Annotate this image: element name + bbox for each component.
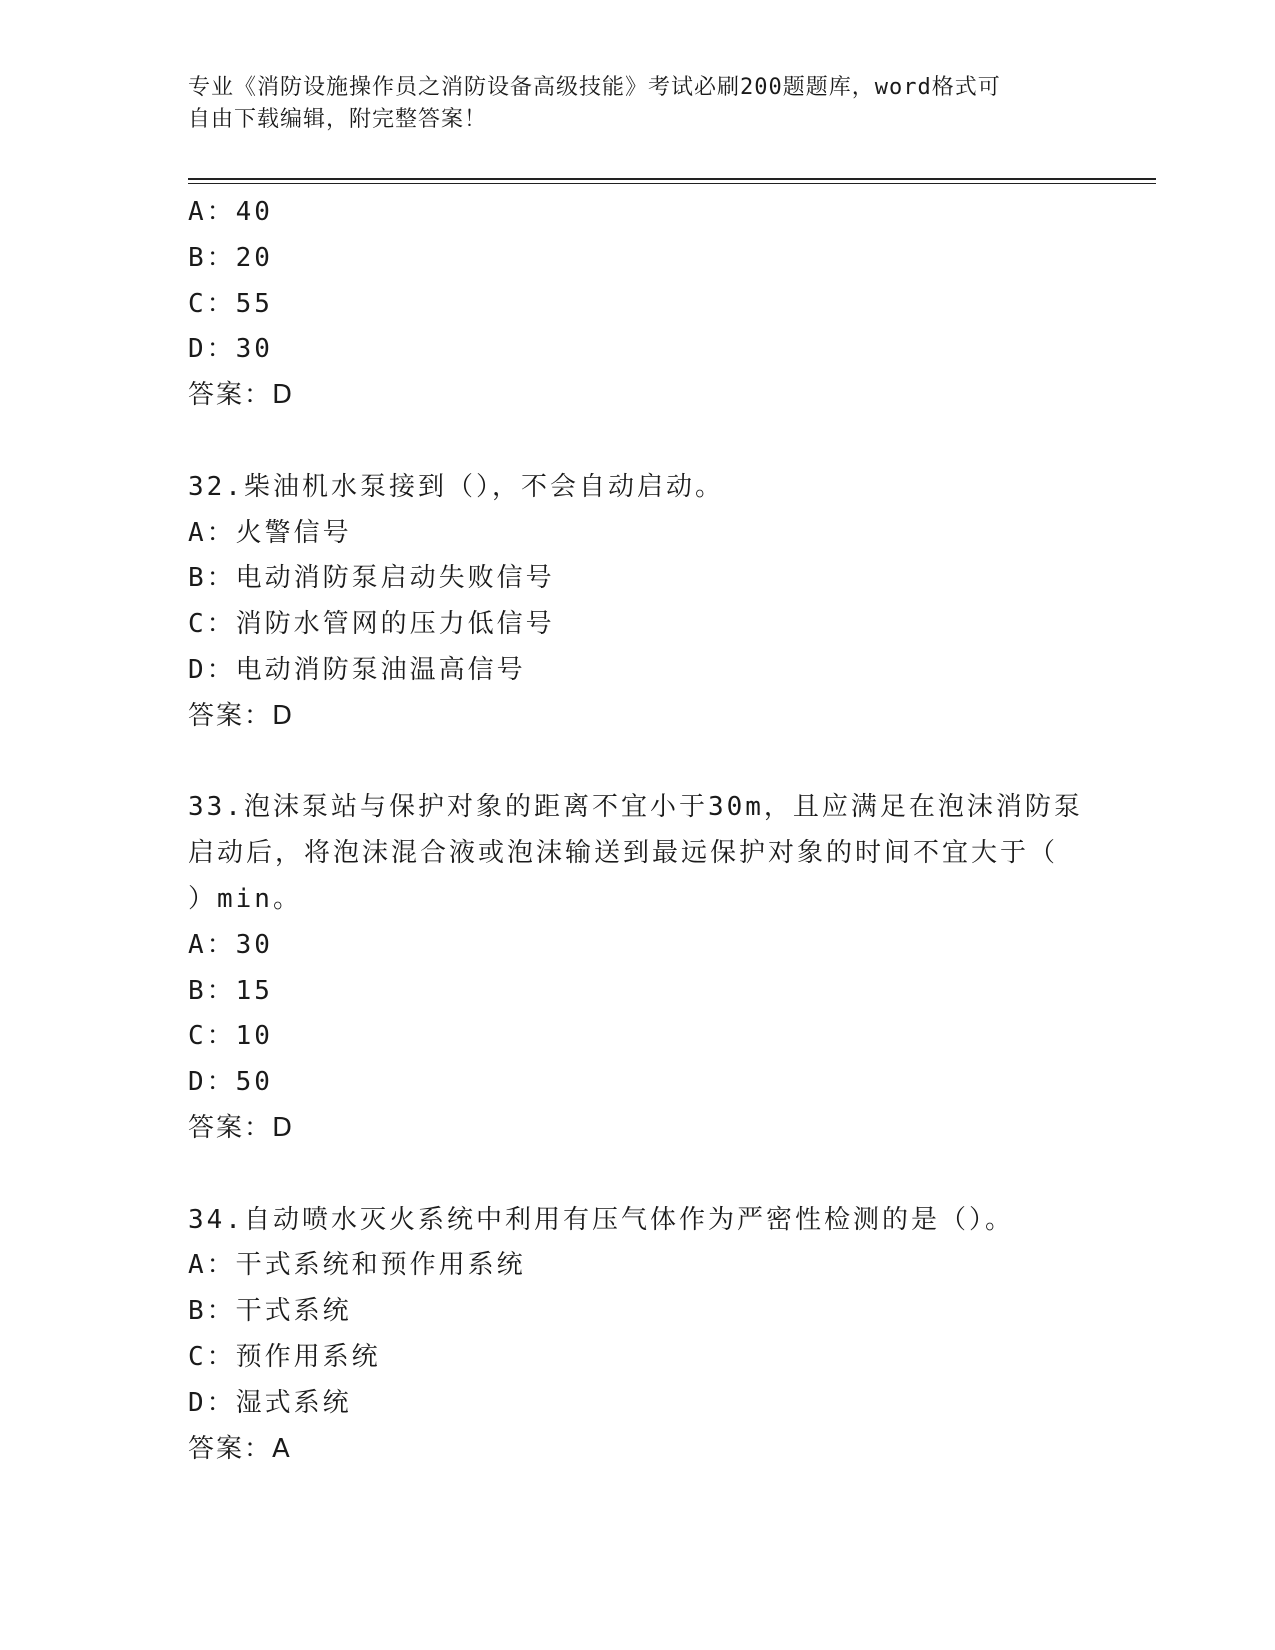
question-34 bbox=[188, 1198, 1088, 1473]
question-text-line-2: 启动后，将泡沫混合液或泡沫输送到最远保护对象的时间不宜大于（ bbox=[188, 838, 1059, 869]
option-c: C：55 bbox=[188, 288, 273, 319]
question-text: 32.柴油机水泵接到（），不会自动启动。 bbox=[188, 471, 724, 502]
option-b: B：15 bbox=[188, 975, 273, 1006]
question-text-line-1: 33.泡沫泵站与保护对象的距离不宜小于30m，且应满足在泡沫消防泵 bbox=[188, 792, 1083, 823]
option-c: C：10 bbox=[188, 1021, 273, 1052]
answer-line: 答案：A bbox=[188, 1433, 292, 1464]
option-c: C：预作用系统 bbox=[188, 1341, 381, 1372]
header-divider-thin bbox=[188, 183, 1156, 184]
question-text-line-3: ）min。 bbox=[188, 883, 302, 914]
question-list bbox=[188, 190, 1088, 1472]
answer-line: 答案：D bbox=[188, 700, 295, 731]
answer-line: 答案：D bbox=[188, 1112, 295, 1143]
option-d: D：50 bbox=[188, 1067, 273, 1098]
header-line-2: 自由下载编辑，附完整答案！ bbox=[188, 107, 488, 132]
option-b: B：干式系统 bbox=[188, 1296, 352, 1327]
option-a: A：火警信号 bbox=[188, 517, 352, 548]
option-d: D：湿式系统 bbox=[188, 1387, 352, 1418]
spacer bbox=[188, 419, 1088, 465]
question-31 bbox=[188, 190, 1088, 419]
spacer bbox=[188, 1152, 1088, 1198]
question-text: 34.自动喷水灭火系统中利用有压气体作为严密性检测的是（）。 bbox=[188, 1204, 1014, 1235]
option-d: D：30 bbox=[188, 334, 273, 365]
document-header bbox=[188, 72, 1068, 136]
option-a: A：干式系统和预作用系统 bbox=[188, 1250, 526, 1281]
header-divider-thick bbox=[188, 178, 1156, 180]
option-a: A：40 bbox=[188, 197, 273, 227]
option-c: C：消防水管网的压力低信号 bbox=[188, 609, 555, 640]
question-33 bbox=[188, 785, 1088, 1151]
question-32 bbox=[188, 465, 1088, 740]
option-d: D：电动消防泵油温高信号 bbox=[188, 654, 526, 685]
option-a: A：30 bbox=[188, 929, 273, 960]
header-line-1: 专业《消防设施操作员之消防设备高级技能》考试必刷200题题库，word格式可 bbox=[188, 75, 1001, 100]
answer-line: 答案：D bbox=[188, 380, 295, 411]
spacer bbox=[188, 740, 1088, 786]
option-b: B：电动消防泵启动失败信号 bbox=[188, 563, 555, 594]
option-b: B：20 bbox=[188, 242, 273, 273]
